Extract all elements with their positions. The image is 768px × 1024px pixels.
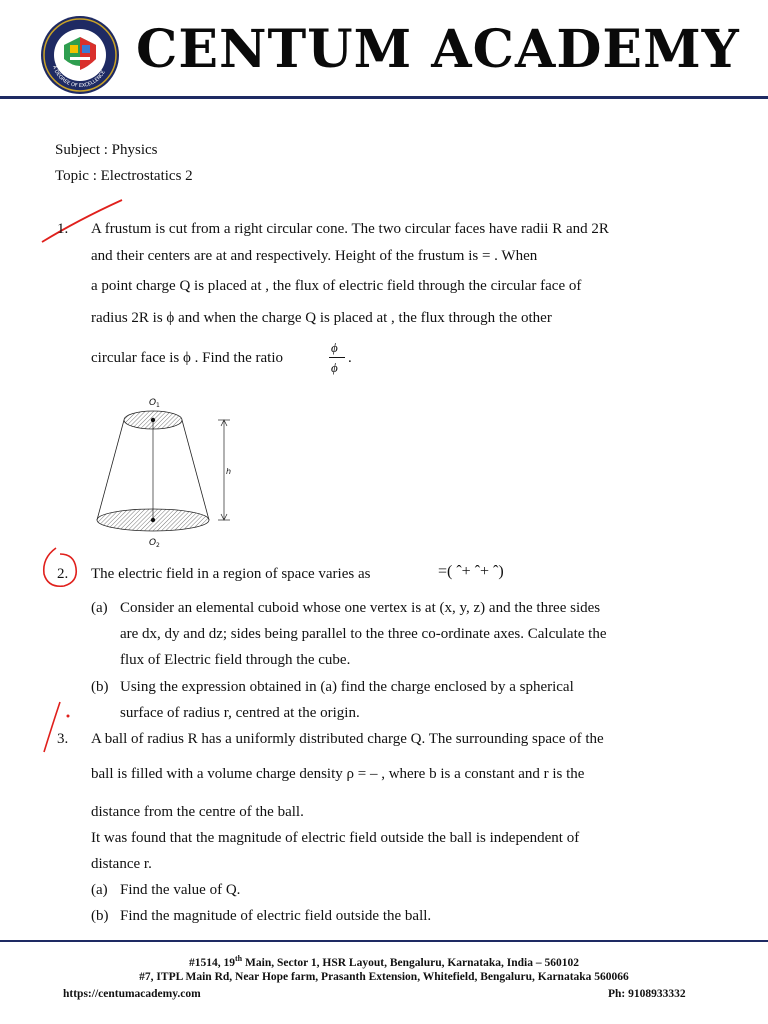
ratio-period: . bbox=[348, 350, 352, 366]
q1-line-3: a point charge Q is placed at , the flux of electric field through the circular face of bbox=[91, 278, 582, 294]
label-o2-sub: 2 bbox=[156, 542, 160, 549]
q2a-label: (a) bbox=[91, 600, 108, 616]
footer-address-whitefield: #7, ITPL Main Rd, Near Hope farm, Prasanth Extension, Whitefield, Bengaluru, Karnataka 560066 bbox=[139, 971, 629, 983]
label-o1-sub: 1 bbox=[156, 402, 160, 409]
subject-line: Subject : Physics bbox=[55, 142, 158, 158]
q2b-label: (b) bbox=[91, 679, 109, 695]
q1-line-4: radius 2R is ϕ and when the charge Q is placed at , the flux through the other bbox=[91, 310, 552, 326]
q3-number: 3. bbox=[57, 731, 69, 747]
q2a-line-1: Consider an elemental cuboid whose one vertex is at (x, y, z) and the three sides bbox=[120, 600, 601, 616]
ratio-numerator: ϕ bbox=[331, 340, 338, 355]
q2-number: 2. bbox=[57, 566, 69, 582]
q1-line-1: A frustum is cut from a right circular cone. The two circular faces have radii R and 2R bbox=[91, 221, 609, 237]
q3b-text: Find the magnitude of electric field outside the ball. bbox=[120, 908, 432, 924]
frustum-figure bbox=[92, 392, 242, 552]
q3a-text: Find the value of Q. bbox=[120, 882, 241, 898]
q2a-line-3: flux of Electric field through the cube. bbox=[120, 652, 351, 668]
q2b-line-2: surface of radius r, centred at the origin. bbox=[120, 705, 360, 721]
q2b-line-1: Using the expression obtained in (a) find the charge enclosed by a spherical bbox=[120, 679, 574, 695]
label-o1: O bbox=[149, 398, 157, 408]
academy-brand-title: CENTUM ACADEMY bbox=[136, 19, 740, 80]
footer-divider bbox=[0, 940, 768, 942]
q3-line-4: It was found that the magnitude of electric field outside the ball is independent of bbox=[91, 830, 580, 846]
q3a-label: (a) bbox=[91, 882, 108, 898]
q3-line-5: distance r. bbox=[91, 856, 152, 872]
q1-line-5: circular face is ϕ . Find the ratio bbox=[91, 350, 283, 366]
q2a-line-2: are dx, dy and dz; sides being parallel to the three co-ordinate axes. Calculate the bbox=[120, 626, 607, 642]
footer-website-link[interactable]: https://centumacademy.com bbox=[63, 988, 201, 1000]
label-o2: O bbox=[149, 538, 157, 548]
q2-line-1: The electric field in a region of space varies as bbox=[91, 566, 371, 582]
q2-field-formula: =( ˆ+ ˆ+ ˆ) bbox=[438, 563, 504, 580]
label-h: h bbox=[226, 467, 232, 476]
q3b-label: (b) bbox=[91, 908, 109, 924]
topic-line: Topic : Electrostatics 2 bbox=[55, 168, 193, 184]
ratio-denominator: ϕ bbox=[331, 360, 338, 375]
q3-line-3: distance from the centre of the ball. bbox=[91, 804, 304, 820]
svg-text:A DEGREE OF EXCELLENCE: A DEGREE OF EXCELLENCE bbox=[50, 64, 107, 90]
q3-line-1: A ball of radius R has a uniformly distributed charge Q. The surrounding space of the bbox=[91, 731, 604, 747]
q1-line-2: and their centers are at and respectively. Height of the frustum is = . When bbox=[91, 248, 538, 264]
tick-annotation bbox=[38, 698, 74, 756]
q3-line-2: ball is filled with a volume charge density ρ = – , where b is a constant and r is the bbox=[91, 766, 585, 782]
q1-number: 1. bbox=[57, 221, 69, 237]
footer-phone: Ph: 9108933332 bbox=[608, 988, 686, 1000]
header-divider bbox=[0, 96, 768, 99]
footer-address-hsr: #1514, 19th Main, Sector 1, HSR Layout, Bengaluru, Karnataka, India – 560102 bbox=[189, 954, 579, 969]
academy-logo-seal bbox=[40, 15, 120, 95]
